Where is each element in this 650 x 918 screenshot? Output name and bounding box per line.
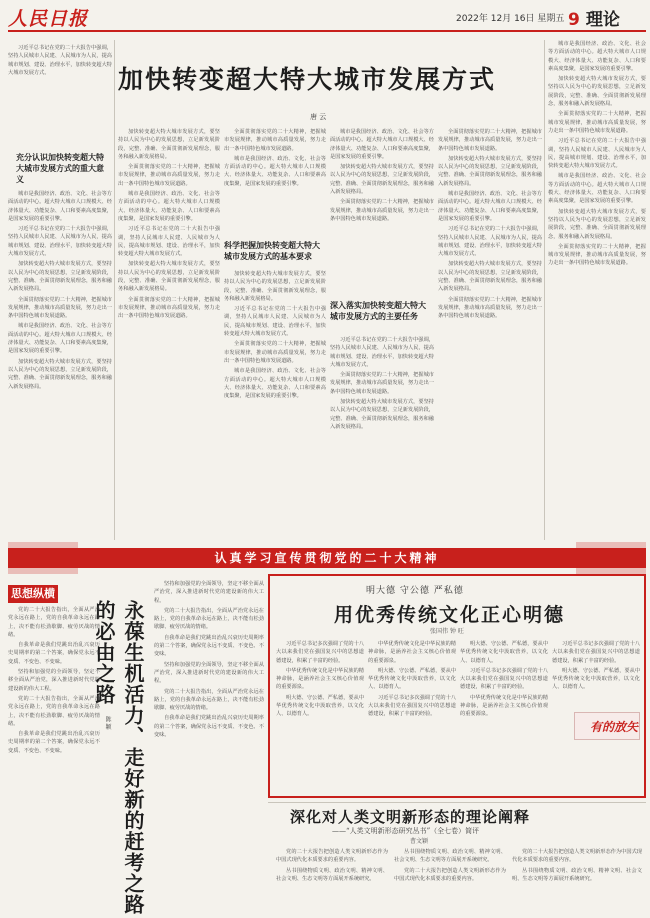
side-paragraph: 自我革命是我们党跳出治乱兴衰历史周期率的第二个答案，确保党永远不变质、不变色、不变味。	[154, 634, 264, 658]
bottom-column-1	[276, 848, 388, 910]
side-paragraph: 坚持和加强党的全面领导，坚定不移全面从严治党，深入推进新时代党的建设新的伟大工程。	[8, 669, 100, 692]
bottom-paragraph: 丛书围绕物质文明、政治文明、精神文明、社会文明、生态文明等方面展开系统研究。	[512, 867, 642, 882]
featured-column-1	[276, 640, 364, 790]
featured-paragraph: 明大德、守公德、严私德，要从中华优秀传统文化中汲取营养，以文化人、以德育人。	[276, 694, 364, 718]
side-paragraph: 党的二十大报告指出，全面从严治党永远在路上，党的自我革命永远在路上，决不能有松劲歇脚、疲劳厌战的情绪。	[8, 607, 100, 638]
lead-paragraph: 全面贯彻落实党的二十大精神，把握城市发展规律，推动城市高质量发展，努力走出一条中国特色城市发展道路。	[330, 372, 434, 395]
side-paragraph: 坚持和加强党的全面领导，坚定不移全面从严治党，深入推进新时代党的建设新的伟大工程。	[154, 581, 264, 604]
lead-paragraph: 加快转变超大特大城市发展方式，要坚持以人民为中心的发展思想，立足新发展阶段，完整、准确、全面贯彻新发展理念，服务和融入新发展格局。	[330, 399, 434, 430]
lead-paragraph: 加快转变超大特大城市发展方式，要坚持以人民为中心的发展思想，立足新发展阶段，完整、准确、全面贯彻新发展理念，服务和融入新发展格局。	[8, 261, 112, 293]
featured-paragraph: 习近平总书记多次强调了党的十八大以来我们党在强国复兴中的思想道德建设，积累了丰富的经验。	[368, 694, 456, 718]
lead-paragraph: 城市是我国经济、政治、文化、社会等方面活动的中心。超大特大城市人口规模大、经济体量大、功能复杂、人口和要素高度集聚，是国家发展的重要引擎。	[224, 155, 326, 187]
featured-stamp: 有的放矢	[590, 720, 639, 734]
featured-paragraph: 习近平总书记多次强调了党的十八大以来我们党在强国复兴中的思想道德建设，积累了丰富的经验。	[552, 641, 640, 664]
lead-column-4a	[330, 128, 434, 296]
featured-paragraph: 明大德、守公德、严私德，要从中华优秀传统文化中汲取营养，以文化人、以德育人。	[460, 641, 548, 664]
featured-paragraph: 明大德、守公德、严私德，要从中华优秀传统文化中汲取营养，以文化人、以德育人。	[368, 667, 456, 691]
column-logo: 思想纵横	[8, 585, 58, 603]
lead-paragraph: 加快转变超大特大城市发展方式，要坚持以人民为中心的发展思想，立足新发展阶段，完整、准确、全面贯彻新发展理念，服务和融入新发展格局。	[548, 76, 646, 108]
lead-paragraph: 全面贯彻落实党的二十大精神，把握城市发展规律，推动城市高质量发展，努力走出一条中国特色城市发展道路。	[224, 341, 326, 364]
bottom-column-2	[394, 848, 506, 910]
side-byline: 陈 颖	[104, 716, 111, 730]
lead-paragraph: 全面贯彻落实党的二十大精神，把握城市发展规律，推动城市高质量发展，努力走出一条中国特色城市发展道路。	[118, 164, 220, 187]
side-paragraph: 自我革命是我们党跳出治乱兴衰历史周期率的第二个答案，确保党永远不变质、不变色、不变味。	[154, 715, 264, 739]
side-paragraph: 党的二十大报告指出，全面从严治党永远在路上，党的自我革命永远在路上，决不能有松劲歇脚、疲劳厌战的情绪。	[154, 688, 264, 712]
campaign-banner: 认真学习宣传贯彻党的二十大精神	[8, 548, 646, 568]
lead-paragraph: 习近平总书记在党的二十大报告中强调，坚持人民城市人民建、人民城市为人民，提高城市规划、建设、治理水平，加快转变超大特大城市发展方式。	[438, 226, 542, 258]
section-divider	[268, 802, 646, 803]
lead-paragraph: 习近平总书记在党的二十大报告中强调，坚持人民城市人民建、人民城市为人民，提高城市规划、建设、治理水平，加快转变超大特大城市发展方式。	[8, 45, 112, 76]
lead-paragraph: 习近平总书记在党的二十大报告中强调，坚持人民城市人民建、人民城市为人民，提高城市规划、建设、治理水平，加快转变超大特大城市发展方式。	[224, 306, 326, 338]
lead-paragraph: 全面贯彻落实党的二十大精神，把握城市发展规律，推动城市高质量发展，努力走出一条中国特色城市发展道路。	[330, 199, 434, 222]
featured-column-2	[368, 640, 456, 790]
lead-paragraph: 习近平总书记在党的二十大报告中强调，坚持人民城市人民建、人民城市为人民，提高城市规划、建设、治理水平，加快转变超大特大城市发展方式。	[118, 226, 220, 258]
lead-paragraph: 加快转变超大特大城市发展方式，要坚持以人民为中心的发展思想，立足新发展阶段，完整、准确、全面贯彻新发展理念，服务和融入新发展格局。	[438, 261, 542, 293]
column-divider	[544, 40, 545, 540]
side-headline: 永葆生机活力、走好新的赶考之路的必由之路	[92, 600, 145, 915]
lead-column-5	[438, 128, 542, 542]
lead-paragraph: 全面贯彻落实党的二十大精神，把握城市发展规律，推动城市高质量发展，努力走出一条中国特色城市发展道路。	[548, 111, 646, 134]
featured-paragraph: 明大德、守公德、严私德，要从中华优秀传统文化中汲取营养，以文化人、以德育人。	[552, 667, 640, 691]
page-label	[568, 5, 646, 30]
lead-column-3b	[224, 270, 326, 542]
lead-paragraph: 加快转变超大特大城市发展方式，要坚持以人民为中心的发展思想，立足新发展阶段，完整、准确、全面贯彻新发展理念，服务和融入新发展格局。	[224, 271, 326, 302]
featured-paragraph: 习近平总书记多次强调了党的十八大以来我们党在强国复兴中的思想道德建设，积累了丰富的经验。	[276, 641, 364, 664]
lead-byline: 唐 云	[310, 113, 327, 121]
featured-column-4	[552, 640, 640, 708]
lead-paragraph: 城市是我国经济、政治、文化、社会等方面活动的中心。超大特大城市人口规模大、经济体量大、功能复杂、人口和要素高度集聚，是国家发展的重要引擎。	[438, 191, 542, 222]
lead-column-6	[548, 40, 646, 542]
lead-paragraph: 习近平总书记在党的二十大报告中强调，坚持人民城市人民建、人民城市为人民，提高城市规划、建设、治理水平，加快转变超大特大城市发展方式。	[8, 226, 112, 258]
featured-column-3	[460, 640, 548, 790]
featured-byline: 张国伟 钟 旺	[430, 628, 464, 635]
bottom-paragraph: 丛书围绕物质文明、政治文明、精神文明、社会文明、生态文明等方面展开系统研究。	[276, 867, 388, 882]
lead-paragraph: 城市是我国经济、政治、文化、社会等方面活动的中心。超大特大城市人口规模大、经济体量大、功能复杂、人口和要素高度集聚，是国家发展的重要引擎。	[8, 191, 112, 222]
lead-paragraph: 全面贯彻落实党的二十大精神，把握城市发展规律，推动城市高质量发展，努力走出一条中国特色城市发展道路。	[438, 129, 542, 152]
lead-paragraph: 加快转变超大特大城市发展方式，要坚持以人民为中心的发展思想，立足新发展阶段，完整、准确、全面贯彻新发展理念，服务和融入新发展格局。	[118, 261, 220, 293]
lead-column-1	[8, 190, 112, 542]
lead-paragraph: 加快转变超大特大城市发展方式，要坚持以人民为中心的发展思想，立足新发展阶段，完整、准确、全面贯彻新发展理念，服务和融入新发展格局。	[330, 164, 434, 196]
lead-subhead-3: 深入落实加快转变超大特大城市发展方式的主要任务	[330, 301, 426, 321]
lead-paragraph: 城市是我国经济、政治、文化、社会等方面活动的中心。超大特大城市人口规模大、经济体量大、功能复杂、人口和要素高度集聚，是国家发展的重要引擎。	[8, 323, 112, 355]
section-name: 理论	[585, 10, 620, 30]
side-paragraph: 坚持和加强党的全面领导，坚定不移全面从严治党，深入推进新时代党的建设新的伟大工程。	[154, 661, 264, 685]
featured-kicker: 明大德 守公德 严私德	[366, 586, 464, 596]
side-paragraph: 自我革命是我们党跳出治乱兴衰历史周期率的第二个答案，确保党永远不变质、不变色、不变味。	[8, 642, 100, 665]
lead-subhead-2: 科学把握加快转变超大特大城市发展方式的基本要求	[224, 241, 320, 261]
lead-paragraph: 城市是我国经济、政治、文化、社会等方面活动的中心。超大特大城市人口规模大、经济体量大、功能复杂、人口和要素高度集聚，是国家发展的重要引擎。	[548, 173, 646, 205]
bottom-paragraph: 丛书围绕物质文明、政治文明、精神文明、社会文明、生态文明等方面展开系统研究。	[394, 849, 506, 864]
lead-paragraph: 加快转变超大特大城市发展方式，要坚持以人民为中心的发展思想，立足新发展阶段，完整、准确、全面贯彻新发展理念，服务和融入新发展格局。	[8, 358, 112, 390]
lead-paragraph: 加快转变超大特大城市发展方式，要坚持以人民为中心的发展思想，立足新发展阶段，完整、准确、全面贯彻新发展理念，服务和融入新发展格局。	[438, 155, 542, 187]
lead-paragraph: 全面贯彻落实党的二十大精神，把握城市发展规律，推动城市高质量发展，努力走出一条中国特色城市发展道路。	[8, 296, 112, 320]
masthead	[0, 0, 650, 30]
issue-date: 2022年 12月 16日 星期五	[456, 14, 565, 24]
bottom-subtitle: ——“人类文明新形态研究丛书”（全七卷）简评	[332, 827, 480, 835]
featured-paragraph: 习近平总书记多次强调了党的十八大以来我们党在强国复兴中的思想道德建设，积累了丰富的经验。	[460, 667, 548, 691]
bottom-paragraph: 党的二十大报告把创造人类文明新形态作为中国式现代化本质要求的重要内容。	[276, 849, 388, 864]
column-divider	[114, 40, 115, 540]
bottom-byline: 曹文颖	[410, 838, 429, 845]
masthead-rule	[8, 30, 646, 32]
newspaper-logo: 人民日报	[8, 8, 89, 30]
featured-paragraph: 中华优秀传统文化是中华民族的精神命脉，是涵养社会主义核心价值观的重要源泉。	[460, 694, 548, 718]
featured-headline: 用优秀传统文化正心明德	[334, 604, 566, 626]
lead-column-2	[118, 128, 220, 542]
bottom-paragraph: 党的二十大报告把创造人类文明新形态作为中国式现代化本质要求的重要内容。	[512, 849, 642, 864]
side-column-2	[154, 580, 264, 910]
bottom-headline: 深化对人类文明新形态的理论阐释	[290, 808, 531, 826]
bottom-paragraph: 党的二十大报告把创造人类文明新形态作为中国式现代化本质要求的重要内容。	[394, 867, 506, 882]
featured-paragraph: 中华优秀传统文化是中华民族的精神命脉，是涵养社会主义核心价值观的重要源泉。	[368, 641, 456, 664]
lead-paragraph: 全面贯彻落实党的二十大精神，把握城市发展规律，推动城市高质量发展，努力走出一条中国特色城市发展道路。	[548, 243, 646, 267]
lead-paragraph: 习近平总书记在党的二十大报告中强调，坚持人民城市人民建、人民城市为人民，提高城市规划、建设、治理水平，加快转变超大特大城市发展方式。	[548, 138, 646, 170]
lead-paragraph: 城市是我国经济、政治、文化、社会等方面活动的中心。超大特大城市人口规模大、经济体量大、功能复杂、人口和要素高度集聚，是国家发展的重要引擎。	[118, 191, 220, 222]
side-paragraph: 自我革命是我们党跳出治乱兴衰历史周期率的第二个答案，确保党永远不变质、不变色、不变味。	[8, 731, 100, 754]
lead-paragraph: 城市是我国经济、政治、文化、社会等方面活动的中心。超大特大城市人口规模大、经济体量大、功能复杂、人口和要素高度集聚，是国家发展的重要引擎。	[330, 129, 434, 160]
lead-headline: 加快转变超大特大城市发展方式	[118, 65, 497, 94]
lead-intro-text	[8, 44, 112, 144]
lead-paragraph: 习近平总书记在党的二十大报告中强调，坚持人民城市人民建、人民城市为人民，提高城市规划、建设、治理水平，加快转变超大特大城市发展方式。	[330, 337, 434, 368]
lead-paragraph: 全面贯彻落实党的二十大精神，把握城市发展规律，推动城市高质量发展，努力走出一条中国特色城市发展道路。	[118, 296, 220, 320]
side-paragraph: 党的二十大报告指出，全面从严治党永远在路上，党的自我革命永远在路上，决不能有松劲歇脚、疲劳厌战的情绪。	[8, 695, 100, 727]
side-paragraph: 党的二十大报告指出，全面从严治党永远在路上，党的自我革命永远在路上，决不能有松劲歇脚、疲劳厌战的情绪。	[154, 607, 264, 631]
lead-column-4b	[330, 336, 434, 542]
lead-paragraph: 加快转变超大特大城市发展方式，要坚持以人民为中心的发展思想，立足新发展阶段，完整、准确、全面贯彻新发展理念，服务和融入新发展格局。	[548, 208, 646, 240]
featured-paragraph: 中华优秀传统文化是中华民族的精神命脉，是涵养社会主义核心价值观的重要源泉。	[276, 667, 364, 691]
side-column-1	[8, 606, 100, 910]
lead-column-3a	[224, 128, 326, 236]
bottom-column-3	[512, 848, 642, 910]
lead-paragraph: 全面贯彻落实党的二十大精神，把握城市发展规律，推动城市高质量发展，努力走出一条中国特色城市发展道路。	[438, 296, 542, 320]
lead-paragraph: 城市是我国经济、政治、文化、社会等方面活动的中心。超大特大城市人口规模大、经济体量大、功能复杂、人口和要素高度集聚，是国家发展的重要引擎。	[224, 368, 326, 400]
lead-paragraph: 加快转变超大特大城市发展方式，要坚持以人民为中心的发展思想，立足新发展阶段，完整、准确、全面贯彻新发展理念，服务和融入新发展格局。	[118, 129, 220, 160]
lead-paragraph: 城市是我国经济、政治、文化、社会等方面活动的中心。超大特大城市人口规模大、经济体量大、功能复杂、人口和要素高度集聚，是国家发展的重要引擎。	[548, 41, 646, 72]
page-number: 9	[568, 10, 580, 30]
lead-paragraph: 全面贯彻落实党的二十大精神，把握城市发展规律，推动城市高质量发展，努力走出一条中国特色城市发展道路。	[224, 129, 326, 152]
lead-subhead-1: 充分认识加快转变超大特大城市发展方式的重大意义	[16, 153, 104, 184]
